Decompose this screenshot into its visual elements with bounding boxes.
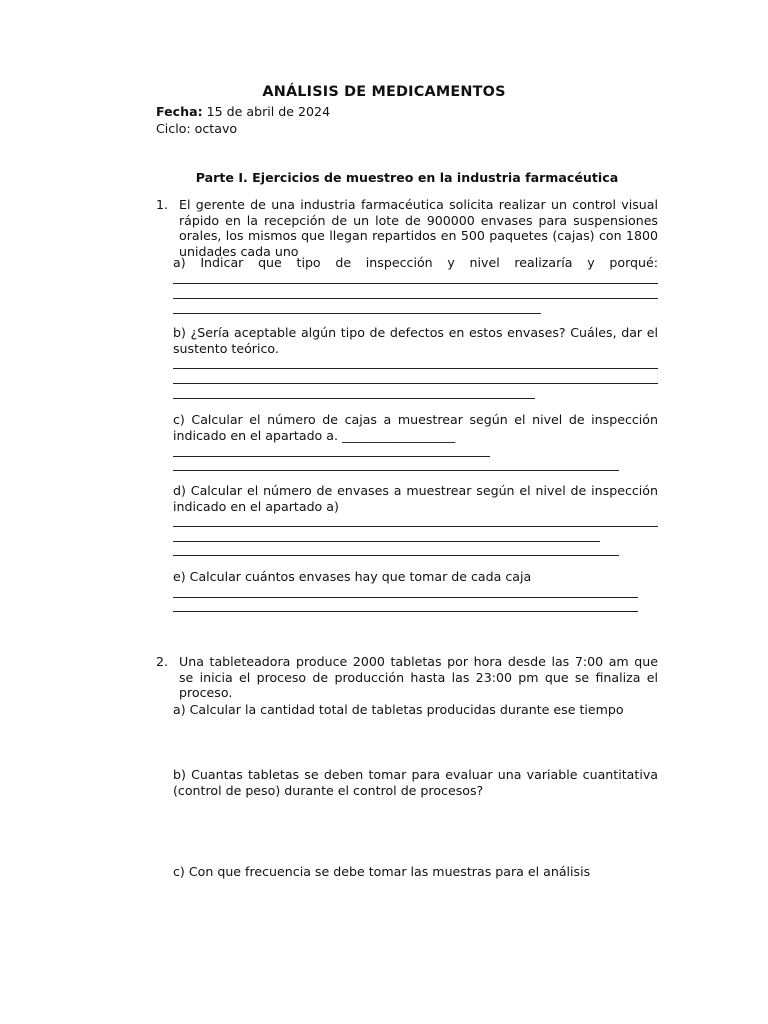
question-1a-text: a) Indicar que tipo de inspección y nivel realizaría y porqué: <box>173 255 658 270</box>
question-1b-text: b) ¿Sería aceptable algún tipo de defectos en estos envases? Cuáles, dar el sustento teórico. <box>173 325 658 356</box>
question-2-number: 2. <box>156 654 169 669</box>
answer-line <box>173 611 638 612</box>
question-1-text: El gerente de una industria farmacéutica solicita realizar un control visual rápido en la recepción de un lote de 900000 envases para suspensiones orales, los mismos que llegan repartidos en 500 paquetes (cajas) con 1800 unidades cada uno <box>179 197 658 259</box>
answer-line <box>173 541 600 542</box>
question-1c-text: c) Calcular el número de cajas a muestrear según el nivel de inspección indicado en el apartado a. __________________ <box>173 412 658 443</box>
date-value: 15 de abril de 2024 <box>206 104 331 119</box>
answer-line <box>173 283 658 284</box>
question-1d-text: d) Calcular el número de envases a muestrear según el nivel de inspección indicado en el apartado a) <box>173 483 658 514</box>
cycle-line: Ciclo: octavo <box>156 121 238 136</box>
answer-line <box>173 526 658 527</box>
answer-line <box>173 313 541 314</box>
date-line <box>156 104 330 120</box>
question-2-text: Una tableteadora produce 2000 tabletas por hora desde las 7:00 am que se inicia el proceso de producción hasta las 23:00 pm que se finaliza el proceso. <box>179 654 658 701</box>
part-heading: Parte I. Ejercicios de muestreo en la industria farmacéutica <box>195 170 619 185</box>
answer-line <box>173 383 658 384</box>
question-2a-text: a) Calcular la cantidad total de tabletas producidas durante ese tiempo <box>173 702 624 717</box>
answer-line <box>173 597 638 598</box>
question-2b-text: b) Cuantas tabletas se deben tomar para evaluar una variable cuantitativa (control de peso) durante el control de procesos? <box>173 767 658 798</box>
answer-line <box>173 398 535 399</box>
date-label: Fecha: <box>156 104 203 119</box>
page-title: ANÁLISIS DE MEDICAMENTOS <box>262 84 506 100</box>
answer-line <box>173 555 619 556</box>
question-1e-text: e) Calcular cuántos envases hay que tomar de cada caja <box>173 569 532 584</box>
question-1-number: 1. <box>156 197 169 212</box>
answer-line <box>173 298 658 299</box>
question-2c-text: c) Con que frecuencia se debe tomar las muestras para el análisis <box>173 864 591 879</box>
answer-line <box>173 368 658 369</box>
answer-line <box>173 456 490 457</box>
answer-line <box>173 470 619 471</box>
